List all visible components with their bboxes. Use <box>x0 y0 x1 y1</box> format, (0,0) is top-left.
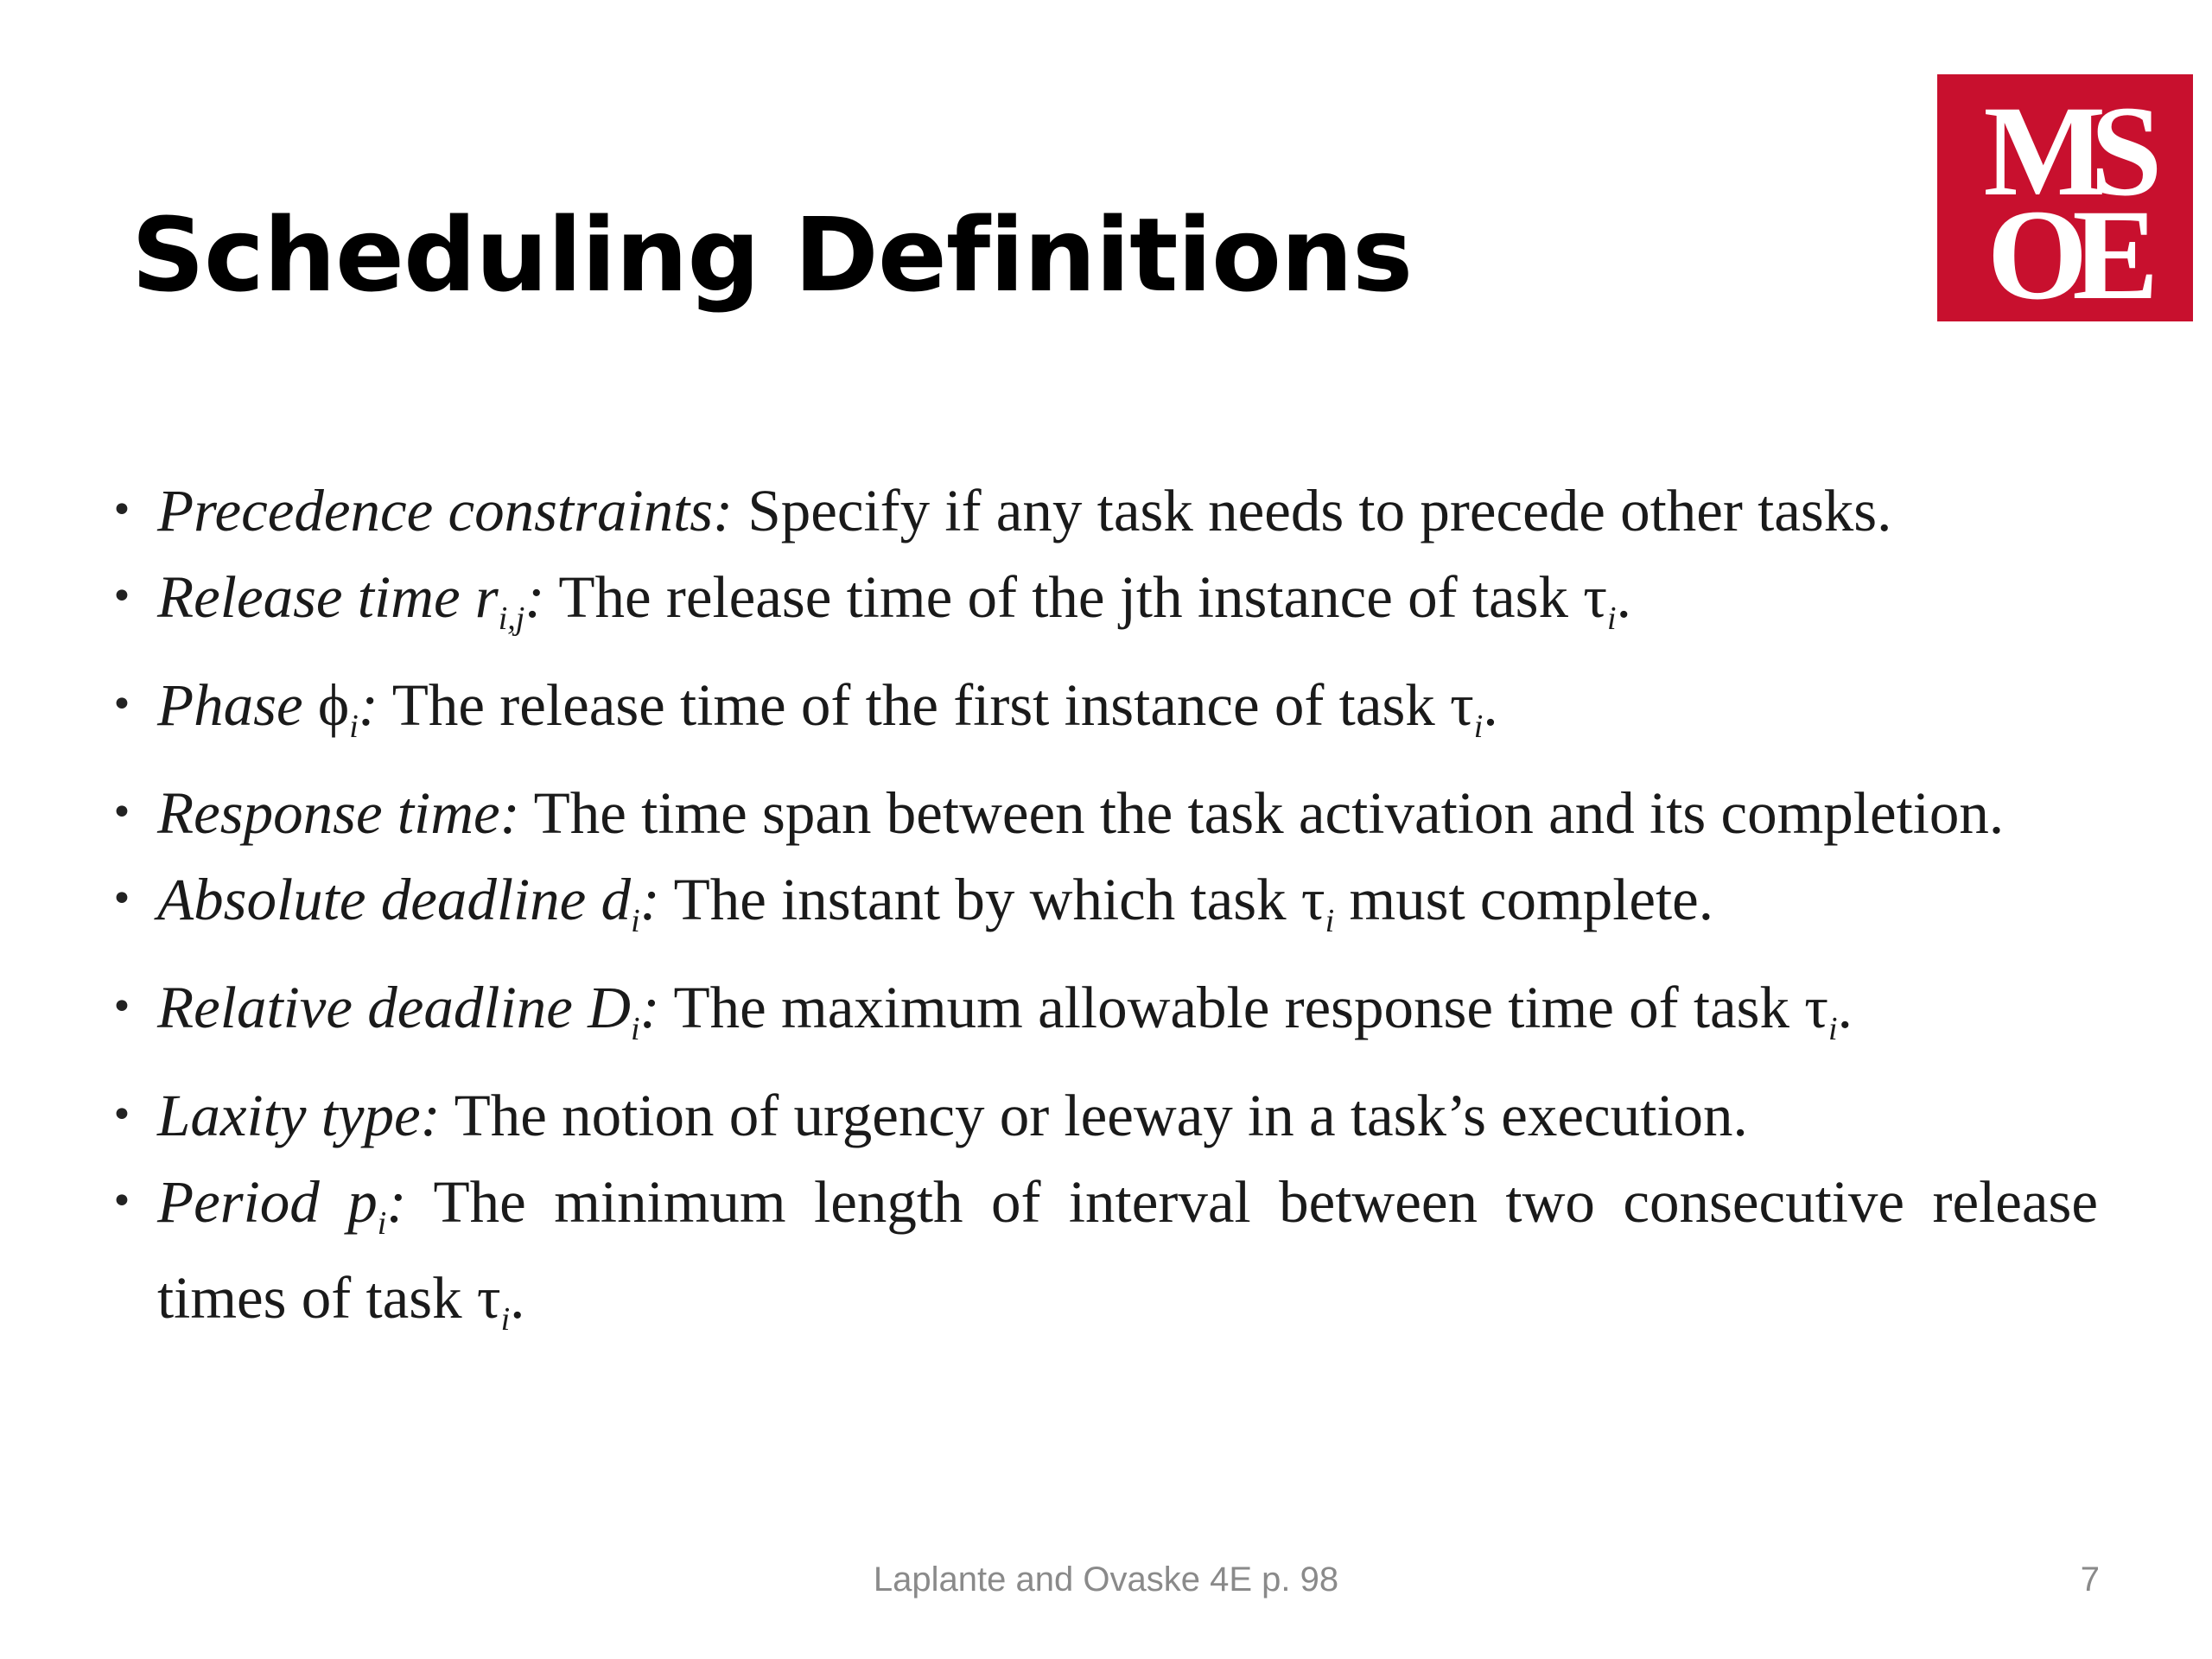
definition: The maximum allowable response time of task τ <box>659 975 1828 1040</box>
term: Period p <box>157 1169 378 1235</box>
definition-end: . <box>1483 672 1498 738</box>
bullet-phase <box>111 668 2098 764</box>
tau-subscript: i <box>1607 601 1617 637</box>
bullet-laxity-type <box>111 1078 2098 1153</box>
term-colon: : <box>639 975 660 1040</box>
definition: The notion of urgency or leeway in a task’s execution. <box>440 1083 1748 1148</box>
bullet-dot-icon: • <box>111 683 133 727</box>
term-subscript: i <box>630 1011 640 1047</box>
term-colon: : <box>386 1169 407 1235</box>
definition: The minimum length of interval between two consecutive release times of task τ <box>157 1169 2098 1331</box>
definition: The release time of the jth instance of task τ <box>544 564 1608 630</box>
bullet-dot-icon: • <box>111 791 133 835</box>
logo-row-2: OE <box>1986 183 2144 321</box>
term: Phase <box>157 672 318 738</box>
bullet-precedence <box>111 474 2098 548</box>
definition-end: . <box>1616 564 1631 630</box>
term: Laxity type: <box>157 1083 441 1148</box>
term: Absolute deadline d <box>157 867 632 932</box>
definition-end: must complete. <box>1334 867 1714 932</box>
term: Release time r <box>157 564 499 630</box>
definition-end: . <box>1837 975 1853 1040</box>
definition-end: . <box>510 1265 525 1331</box>
tau-subscript: i <box>1473 709 1484 745</box>
term: Response time: <box>157 780 520 846</box>
term: Precedence constraints: <box>157 478 734 543</box>
term-subscript: i <box>631 903 640 939</box>
term-colon: : <box>524 564 545 630</box>
term-subscript: i,j <box>498 601 525 637</box>
term-colon: : <box>358 672 378 738</box>
definition: The instant by which task τ <box>659 867 1325 932</box>
definition: Specify if any task needs to precede other tasks. <box>733 478 1892 543</box>
bullet-dot-icon: • <box>111 877 133 921</box>
term-colon: : <box>639 867 660 932</box>
definition: The release time of the first instance of task τ <box>378 672 1474 738</box>
tau-subscript: i <box>1325 903 1335 939</box>
bullet-dot-icon: • <box>111 1179 133 1224</box>
bullet-dot-icon: • <box>111 488 133 532</box>
term: Relative deadline D <box>157 975 631 1040</box>
definition: The time span between the task activation and its completion. <box>519 780 2005 846</box>
tau-subscript: i <box>1828 1011 1838 1047</box>
bullet-release-time <box>111 560 2098 656</box>
logo-row-1: MS <box>1983 79 2147 223</box>
footer-citation: Laplante and Ovaske 4E p. 98 <box>873 1560 1339 1599</box>
bullet-dot-icon: • <box>111 985 133 1029</box>
term-subscript: i <box>377 1205 387 1242</box>
tau-subscript: i <box>500 1301 511 1338</box>
msoe-logo <box>1937 74 2193 321</box>
definitions-list <box>111 474 2098 1369</box>
bullet-dot-icon: • <box>111 575 133 619</box>
slide-title: Scheduling Definitions <box>131 195 1413 315</box>
bullet-relative-deadline <box>111 970 2098 1066</box>
bullet-period <box>111 1165 2098 1357</box>
term-subscript: i <box>349 709 359 745</box>
bullet-absolute-deadline <box>111 862 2098 958</box>
bullet-dot-icon: • <box>111 1093 133 1137</box>
phi-symbol: ϕ <box>317 672 350 738</box>
page-number: 7 <box>2080 1560 2100 1599</box>
bullet-response-time <box>111 776 2098 850</box>
